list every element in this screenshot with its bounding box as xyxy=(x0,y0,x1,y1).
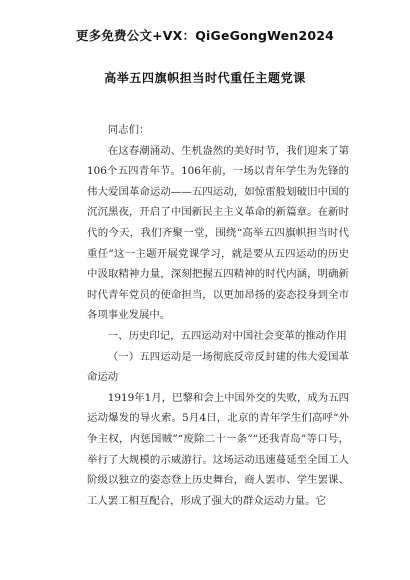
section-heading-1: 一、历史印记，五四运动对中国社会变革的推动作用 xyxy=(107,329,347,342)
document-body xyxy=(87,120,349,511)
subsection-heading-1: （一）五四运动是一场彻底反帝反封建的伟大爱国革命运动 xyxy=(87,350,349,384)
promo-banner: 更多免费公文+VX：QiGeGongWen2024 xyxy=(75,28,335,43)
salutation: 同志们： xyxy=(107,124,150,136)
intro-paragraph: 在这春潮涌动、生机盎然的美好时节，我们迎来了第106个五四青年节。106年前，一场以青年学生为先锋的伟大爱国革命运动——五四运动，如惊雷般划破旧中国的沉沉黑夜，开启了中国新民主主义革命的新篇章。在新时代的今天，我们齐聚一堂，围绕“高举五四旗帜担当时代重任”这一主题开展党课学习，就是要从五四运动的历史中汲取精神力量，深刻把握五四精神的时代内涵，明确新时代青年党员的使命担当，以更加昂扬的姿态投身到全市各项事业发展中。 xyxy=(87,144,349,322)
document-title: 高举五四旗帜担当时代重任主题党课 xyxy=(104,71,306,85)
history-paragraph: 1919年1月，巴黎和会上中国外交的失败，成为五四运动爆发的导火索。5月4日，北京的青年学生们高呼“外争主权，内惩国贼”“废除二十一条”“还我青岛”等口号，举行了大规模的示威游行。这场运动迅速蔓延至全国工人阶级以独立的姿态登上历史舞台，商人罢市、学生罢课、工人罢工相互配合，形成了强大的群众运动力量。它 xyxy=(87,391,349,507)
